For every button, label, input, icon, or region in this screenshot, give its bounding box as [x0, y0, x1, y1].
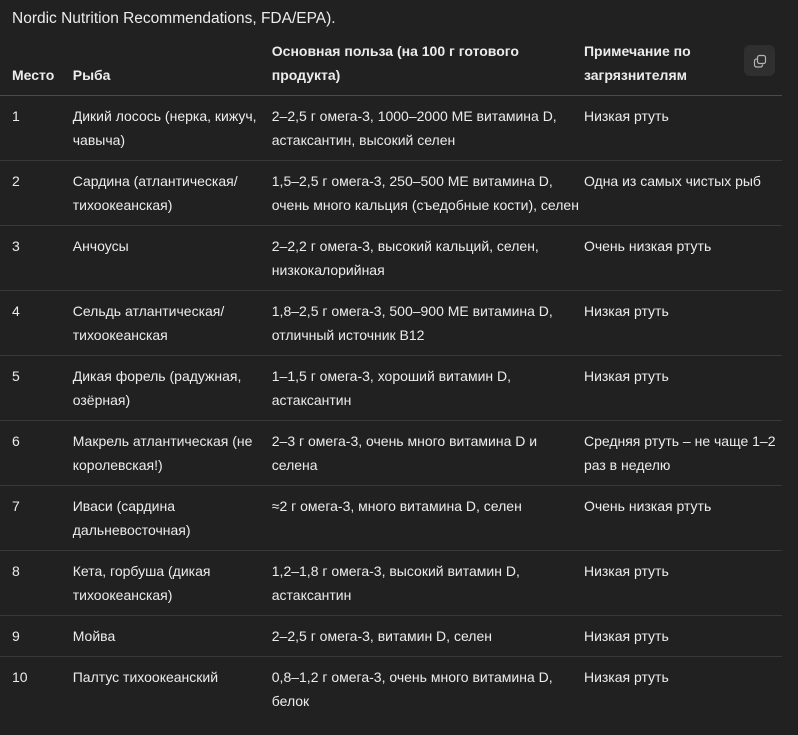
cell-rank: 4	[0, 291, 73, 356]
cell-fish: Сардина (атлантическая/тихоокеанская)	[73, 161, 272, 226]
cell-fish: Макрель атлантическая (не королевская!)	[73, 421, 272, 486]
cell-benefit: 2–2,5 г омега-3, 1000–2000 МЕ витамина D, астаксантин, высокий селен	[272, 96, 584, 161]
cell-note: Средняя ртуть – не чаще 1–2 раз в неделю	[584, 421, 782, 486]
cell-fish: Дикий лосось (нерка, кижуч, чавыча)	[73, 96, 272, 161]
cell-note: Низкая ртуть	[584, 96, 782, 161]
table-row	[0, 486, 782, 551]
cell-rank: 10	[12, 669, 28, 685]
cell-fish: Иваси (сардина дальневосточная)	[73, 486, 272, 551]
table-row	[0, 356, 782, 421]
cell-benefit: 1,5–2,5 г омега-3, 250–500 МЕ витамина D, очень много кальция (съедобные кости), селен	[272, 161, 584, 226]
cell-fish: Дикая форель (радужная, озёрная)	[73, 356, 272, 421]
cell-rank: 1	[0, 96, 73, 161]
cell-fish: Кета, горбуша (дикая тихоокеанская)	[73, 551, 272, 616]
cell-fish: Мойва	[73, 616, 272, 657]
cell-benefit: 1,8–2,5 г омега-3, 500–900 МЕ витамина D, отличный источник B12	[272, 291, 584, 356]
cell-note: Низкая ртуть	[584, 616, 782, 657]
table-row	[0, 226, 782, 291]
fish-table	[0, 33, 782, 721]
cell-rank: 3	[0, 226, 73, 291]
intro-text: Nordic Nutrition Recommendations, FDA/EPA).	[12, 10, 336, 27]
cell-rank: 2	[0, 161, 73, 226]
cell-note: Низкая ртуть	[583, 669, 669, 685]
table-row	[0, 421, 782, 486]
cell-fish: Палтус тихоокеанский	[72, 669, 219, 685]
cell-rank: 6	[0, 421, 73, 486]
cell-note: Одна из самых чистых рыб	[584, 161, 782, 226]
cell-benefit: 2–3 г омега-3, очень много витамина D и селена	[272, 421, 584, 486]
header-rank: Место	[0, 33, 73, 96]
cell-note: Низкая ртуть	[584, 291, 782, 356]
cell-benefit: 0,8–1,2 г омега-3, очень много витамина D, белок	[271, 669, 553, 709]
table-row	[0, 551, 782, 616]
header-note: Примечание по загрязнителям	[584, 33, 782, 96]
cell-fish: Сельдь атлантическая/тихоокеанская	[73, 291, 272, 356]
cell-rank: 5	[0, 356, 73, 421]
cell-note: Очень низкая ртуть	[584, 486, 782, 551]
cell-note: Очень низкая ртуть	[584, 226, 782, 291]
cell-fish: Анчоусы	[73, 226, 272, 291]
cell-benefit: 1,2–1,8 г омега-3, высокий витамин D, астаксантин	[272, 551, 584, 616]
table-row	[0, 161, 782, 226]
cell-benefit: ≈2 г омега-3, много витамина D, селен	[272, 486, 584, 551]
copy-icon	[753, 54, 767, 68]
cell-benefit: 1–1,5 г омега-3, хороший витамин D, астаксантин	[272, 356, 584, 421]
table-row	[0, 291, 782, 356]
table-row	[0, 657, 782, 722]
copy-table-button[interactable]	[744, 45, 775, 76]
header-fish: Рыба	[73, 33, 272, 96]
cell-note: Низкая ртуть	[584, 356, 782, 421]
cell-rank: 8	[0, 551, 73, 616]
cell-benefit: 2–2,2 г омега-3, высокий кальций, селен, низкокалорийная	[272, 226, 584, 291]
table-row	[0, 96, 782, 161]
header-benefit: Основная польза (на 100 г готового продукта)	[272, 33, 584, 96]
cell-rank: 7	[0, 486, 73, 551]
table-header-row	[0, 33, 782, 96]
table-row	[0, 616, 782, 657]
cell-note: Низкая ртуть	[584, 551, 782, 616]
cell-benefit: 2–2,5 г омега-3, витамин D, селен	[272, 616, 584, 657]
cell-rank: 9	[0, 616, 73, 657]
